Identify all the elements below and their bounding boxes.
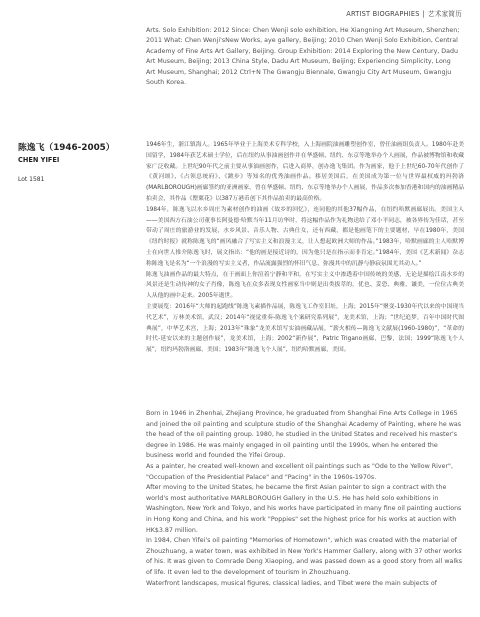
section-header xyxy=(346,8,462,18)
bio-en-paragraph: Born in 1946 in Zhenhai, Zhejiang Province, he graduated from Shanghai Fine Arts College in 1965 and joined the oil painting and sculpture studio of the Shanghai Academy of Painting, where he was the head of the oil painting group. 1980, he studied in the United States and received his master's degree in 1986. He was mainly engaged in oil painting until the 1990s, when he entered the business world and founded the Yifei Group. xyxy=(146,410,461,460)
header-separator: | xyxy=(422,10,426,18)
bio-cn-paragraph: 陈逸飞油画作品的最大特点，在于画面上你渲着宁静和平和，在写实主义中渗透着中国传统的美感，无论是描绘江南水乡的风景还是生动传神的女子肖像，陈逸飞在众多表现女性画家当中则是出类拔萃的，优也、妥恐、典雅、谦美，一位位古典美人从他的画中走来。2005年逝世。 xyxy=(146,271,464,300)
bio-en-paragraph: In 1984, Chen Yifei's oil painting "Memories of Hometown", which was created with the material of Zhouzhuang, a water town, was exhibited in New York's Hammer Gallery, along with 37 other works of his. It was given to Comrade Deng Xiaoping, and was passed down as a good story from all walks of life. It even led to the development of tourism in Zhouzhuang. xyxy=(146,537,463,576)
lot-number: Lot 1581 xyxy=(18,176,45,183)
previous-artist-continuation: Arts. Solo Exhibition: 2012 Since: Chen Wenji solo exhibition, He Xiangning Art Museum, Shenzhen; 2011 What: Chen Wenji'sNew Works, aye gallery, Beijing; 2010 Chen Wenji Solo Exhibition, Central Academy of Fine Arts Art Gallery, Beijing. Group Exhibition: 2014 Exploring the New Century, Dadu Art Museum, Beijing; 2013 China Style, Dadu Art Museum, Beijing; Experiencing Simplicity, Long Art Museum, Shanghai; 2012 Ctrl+N The Gwangju Biennale, Gwangju City Art Museum, Gwangju South Korea. xyxy=(146,27,460,87)
section-title-cn: 艺术家简历 xyxy=(428,10,462,18)
bio-en-paragraph: After moving to the United States, he became the first Asian painter to sign a contract with the world's most authoritative MARLBOROUGH Gallery in the U.S. He has held solo exhibitions in Washington, New York and Tokyo, and his works have participated in many fine oil painting auctions in Hong Kong and China, and his work "Poppies" set the highest price for his works at auction with HK$3.87 million. xyxy=(146,484,462,534)
bio-en-paragraph: Waterfront landscapes, musical figures, classical ladies, and Tibet were the main subjects of xyxy=(146,579,437,587)
biography-english xyxy=(146,409,464,589)
biography-chinese xyxy=(146,140,464,356)
artist-name-en: CHEN YIFEI xyxy=(18,156,60,164)
bio-cn-paragraph: 1946年生，浙江镇海人。1965年毕业于上海美术专科学校，入上海画院油画雕塑创作室，曾任油画组负责人。1980年赴美国留学，1984年获艺术硕士学位，后在纽约从事油画创作并在华盛顿、纽约、东京等地举办个人画展，作品被博物馆和收藏家广泛收藏。上世纪90年代之前主要从事油画创作，后进入商界，创办逸飞集团。作为画家，他于上世纪60-70年代创作了《黄河颂》、《占领总统府》、《踱步》等知名的优秀油画作品。移居美国后，在美国成为第一位与世界最权威的玛勃洛(MARLBOROUGH)画廊签约的亚洲画家，曾在华盛顿、纽约、东京等地举办个人画展，作品多次参加香港和国内的油画精品拍卖会，其作品《罂粟花》以387万港币创下其作品拍卖的最高价格。 xyxy=(146,142,464,202)
artist-heading xyxy=(18,140,136,183)
bio-cn-paragraph: 1984年，陈逸飞以水乡周庄为素材创作的油画《故乡的回忆》，连同他的其他37幅作品，在纽约哈默画廊展出。美国主人——美国西方石油公司董事长阿曼德·哈默当年11月访华时，将这幅作品作为礼物送给了邓小平同志，被各界传为佳话，甚至带动了周庄的旅游业的发展，水乡风景、音乐人物、古典仕女，还有西藏，都是他画笔下的主要题材，早在1980年，美国《纽约时报》就称陈逸飞的“画风融合了写实主义和浪漫主义，让人想起欧洲大师的作品。”1983年，哈默画廊的主人哈默博士在向世人推介陈逸飞时，展文指出：“他的画是接近诗的，因为他只是在指示而非肯定。”1984年，美国《艺术新闻》杂志称陈逸飞是名为“一个浪漫的写实主义者，作品流露强烈的怀旧气息，弥漫其中的沉静与静寂氛围尤其动人。” xyxy=(146,206,464,267)
bio-en-paragraph: As a painter, he created well-known and excellent oil paintings such as "Ode to the Yellow River", "Occupation of the Presidential Palace" and "Pacing" in the 1960s-1970s. xyxy=(146,462,453,481)
section-title-en: ARTIST BIOGRAPHIES xyxy=(346,10,420,18)
bio-cn-paragraph: 主要展览：2016年“大师的起跑线”陈逸飞素描作品展，陈逸飞工作室旧址，上海；2015年“聚变-1930年代以来的中国现当代艺术”，万林美术馆，武汉；2014年“视觉重奏-陈逸飞个案研究系列展”，龙美术馆，上海；“世纪追梦，百年中国时代图典展”，中华艺术宫，上海；2013年“珠象”龙美术馆写实油画藏品展，“薪火相传—陈逸飞文献展(1960-1980)”，“革命的时代-延安以来的主题创作展”，龙美术馆，上海；2002“新作展”，Patric Trigano画廊，巴黎，法国；1999“陈逸飞个人展”，纽约玛勃洛画廊，美国；1983年“陈逸飞个人展”，纽约哈默画廊，美国。 xyxy=(146,303,464,354)
artist-name-cn: 陈逸飞（1946-2005） xyxy=(18,143,115,153)
